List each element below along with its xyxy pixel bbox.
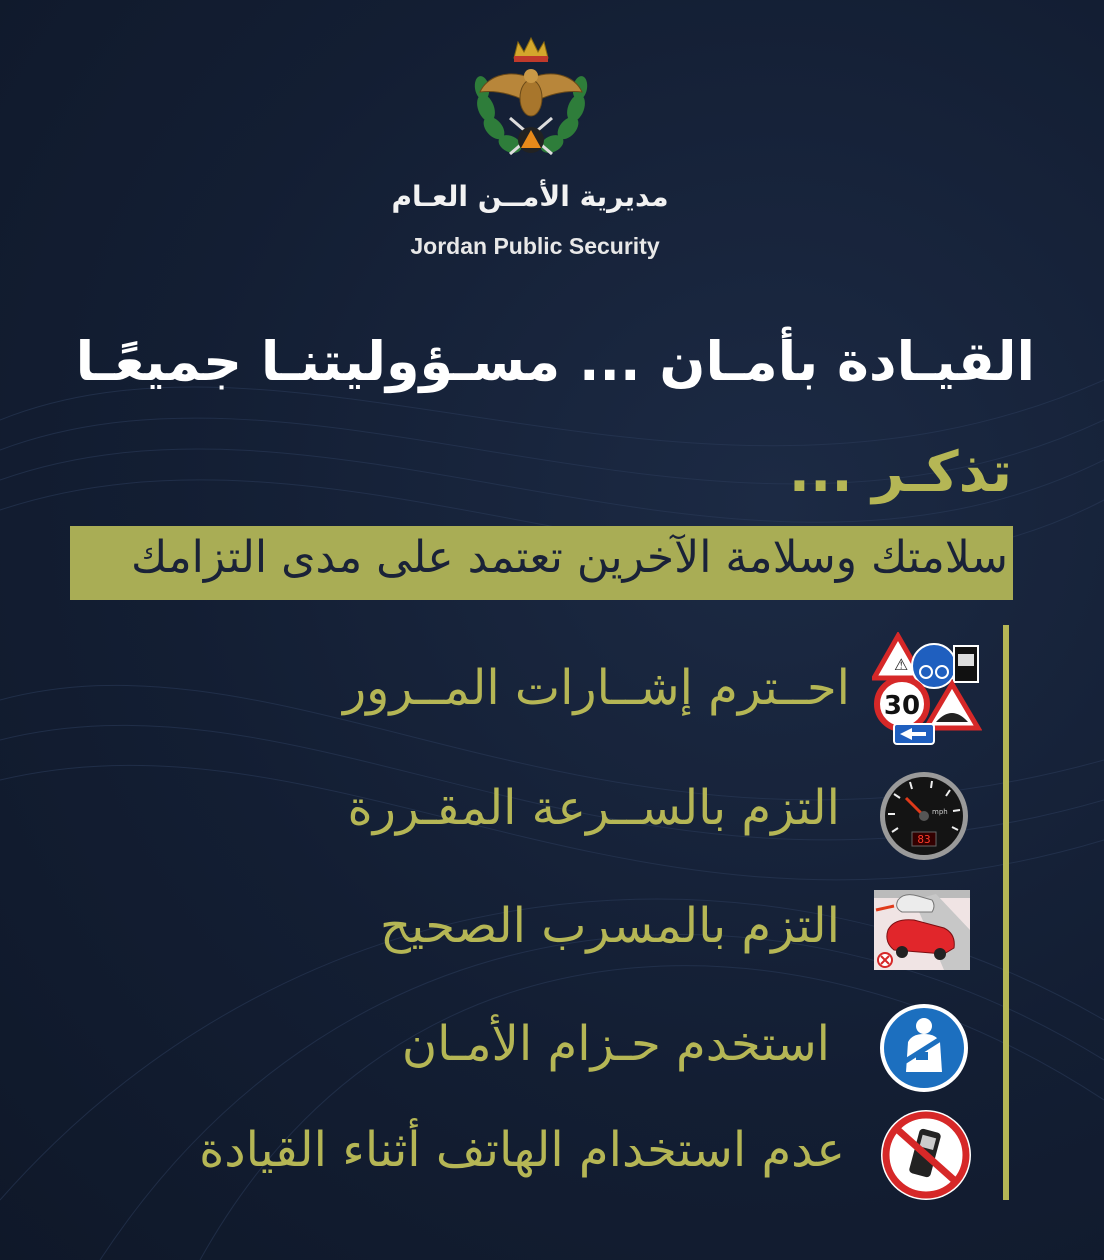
public-security-emblem	[466, 28, 596, 168]
headline: القيـادة بأمـان ... مسـؤوليتنـا جميعًـا	[75, 330, 1035, 393]
speedometer-icon	[876, 770, 972, 862]
remember-heading: تذكـر ...	[788, 440, 1012, 505]
organization-name-arabic: مديرية الأمــن العـام	[391, 180, 669, 213]
seatbelt-icon	[878, 1002, 970, 1094]
traffic-signs-icon	[872, 632, 982, 748]
banner	[70, 526, 1013, 600]
speed-limit-label: 30	[883, 691, 921, 721]
item-text-no-phone: عدم استخدام الهاتف أثناء القيادة	[199, 1122, 845, 1178]
speedometer-unit: mph	[932, 808, 948, 816]
speedometer-reading: 83	[917, 833, 931, 846]
organization-name-english: Jordan Public Security	[410, 233, 660, 259]
banner-text: سلامتك وسلامة الآخرين تعتمد على مدى التزامك	[131, 532, 1008, 583]
item-text-seatbelt: استخدم حـزام الأمـان	[401, 1016, 830, 1072]
item-text-lane: التزم بالمسرب الصحيح	[379, 898, 840, 954]
accent-divider	[1003, 625, 1009, 1200]
item-text-traffic-signs: احــترم إشــارات المــرور	[342, 660, 850, 716]
no-phone-icon	[874, 1108, 978, 1202]
car-lane-icon	[874, 890, 970, 970]
item-text-speed: التزم بالســرعة المقـررة	[347, 780, 840, 836]
svg-text:⚠: ⚠	[894, 655, 909, 674]
